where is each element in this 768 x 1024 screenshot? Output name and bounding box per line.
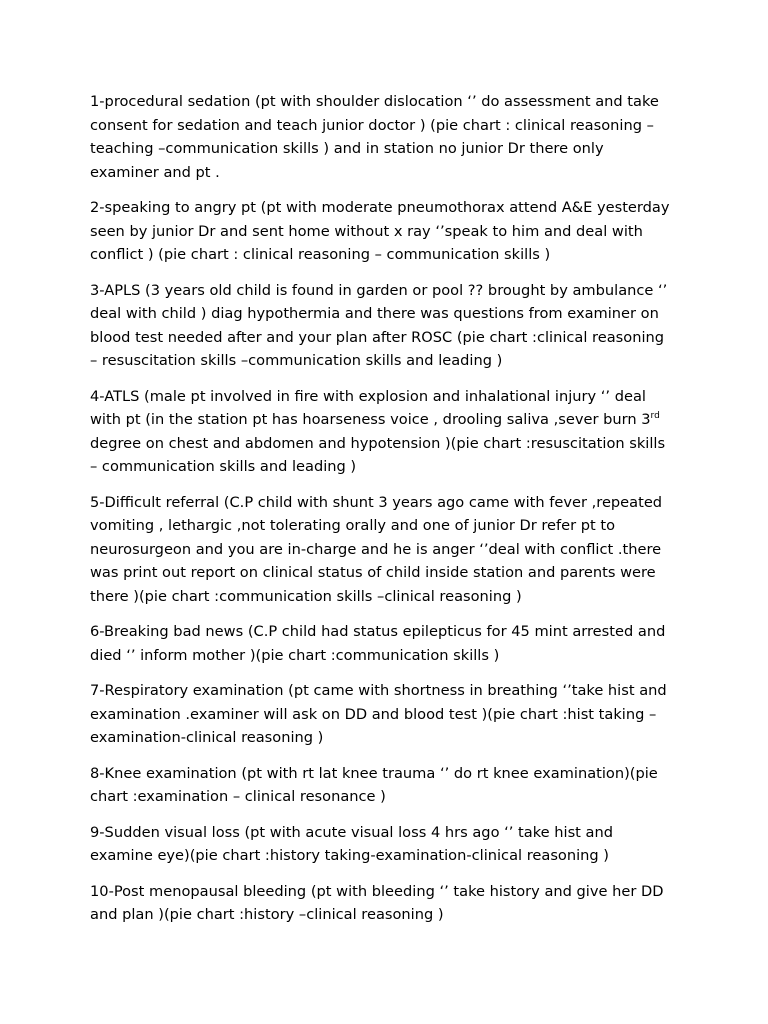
station-item-3: 3-APLS (3 years old child is found in garden or pool ?? brought by ambulance ‘’ deal with child ) diag hypothermia and there was questions from examiner on blood test needed after and your plan after ROSC (pie chart :clinical reasoning – resuscitation skills –communication skills and leading ) xyxy=(90,281,668,369)
station-item-4-text-after: degree on chest and abdomen and hypotension )(pie chart :resuscitation skills – communication skills and leading ) xyxy=(90,434,666,475)
station-item-10: 10-Post menopausal bleeding (pt with bleeding ‘’ take history and give her DD and plan )(pie chart :history –clinical reasoning ) xyxy=(90,882,664,923)
station-item-4-text-before: 4-ATLS (male pt involved in fire with explosion and inhalational injury ‘’ deal with pt (in the station pt has hoarseness voice , drooling saliva ,sever burn 3 xyxy=(90,387,651,428)
station-list xyxy=(90,90,675,939)
station-item-7: 7-Respiratory examination (pt came with shortness in breathing ‘’take hist and examination .examiner will ask on DD and blood test )(pie chart :hist taking – examination-clinical reasoning ) xyxy=(90,682,667,746)
station-item-8: 8-Knee examination (pt with rt lat knee trauma ‘’ do rt knee examination)(pie chart :examination – clinical resonance ) xyxy=(90,764,658,805)
station-item-4-ordinal-suffix: rd xyxy=(650,411,660,422)
station-item-2: 2-speaking to angry pt (pt with moderate pneumothorax attend A&E yesterday seen by junior Dr and sent home without x ray ‘’speak to him and deal with conflict ) (pie chart : clinical reasoning – communication skills ) xyxy=(90,199,670,263)
station-item-1: 1-procedural sedation (pt with shoulder dislocation ‘’ do assessment and take consent for sedation and teach junior doctor ) (pie chart : clinical reasoning – teaching –communication skills ) and in station no junior Dr there only examiner and pt . xyxy=(90,93,659,181)
station-item-6: 6-Breaking bad news (C.P child had status epilepticus for 45 mint arrested and died ‘’ inform mother )(pie chart :communication skills ) xyxy=(90,623,666,664)
station-item-9: 9-Sudden visual loss (pt with acute visual loss 4 hrs ago ‘’ take hist and examine eye)(pie chart :history taking-examination-clinical reasoning ) xyxy=(90,823,613,864)
station-item-5: 5-Difficult referral (C.P child with shunt 3 years ago came with fever ,repeated vomiting , lethargic ,not tolerating orally and one of junior Dr refer pt to neurosurgeon and you are in-charge and he is anger ‘’deal with conflict .there was print out report on clinical status of child inside station and parents were there )(pie chart :communication skills –clinical reasoning ) xyxy=(90,493,663,605)
station-item-4 xyxy=(90,385,675,479)
